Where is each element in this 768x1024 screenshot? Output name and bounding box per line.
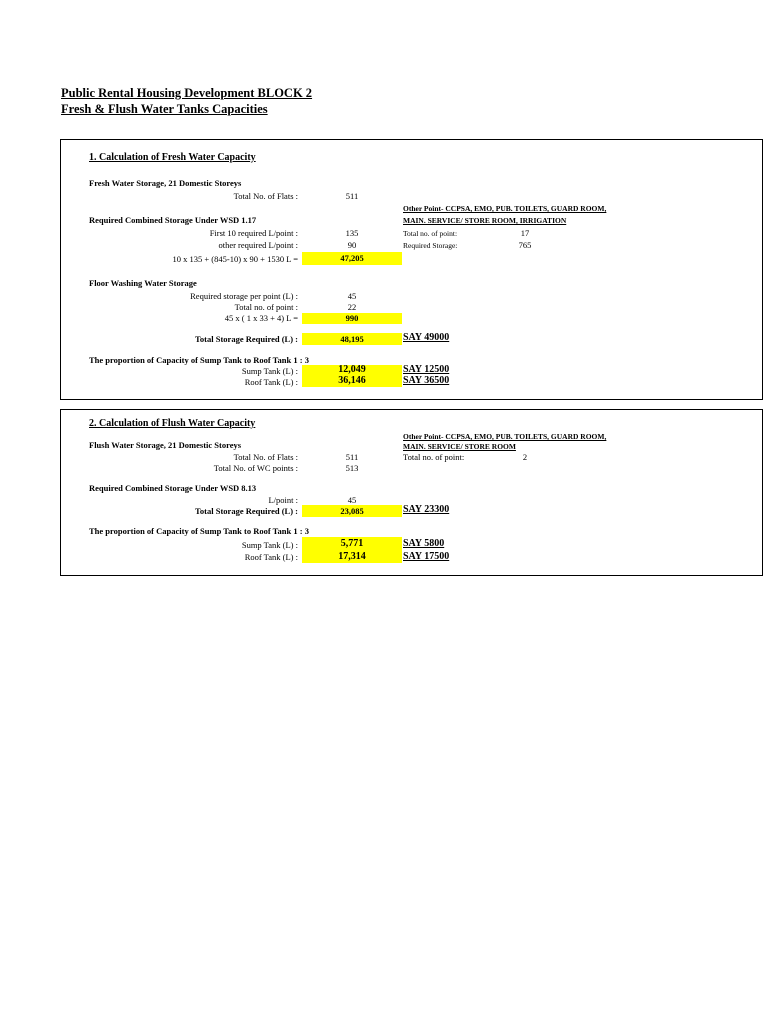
fresh-roof-label: Roof Tank (L) : — [244, 377, 298, 387]
fresh-proportion: The proportion of Capacity of Sump Tank to Roof Tank 1 : 3 — [89, 355, 309, 365]
fresh-sump-label: Sump Tank (L) : — [241, 366, 298, 376]
flush-sump-value: 5,771 — [302, 537, 402, 550]
fresh-sump-value: 12,049 — [302, 365, 402, 377]
fw-formula-value: 990 — [302, 313, 402, 324]
fresh-total-say: SAY 49000 — [403, 332, 450, 343]
fresh-op-total-value: 17 — [520, 228, 530, 238]
flush-lpoint-value: 45 — [347, 495, 357, 505]
fresh-op-total-label: Total no. of point: — [403, 229, 458, 238]
flush-total-label: Total Storage Required (L) : — [195, 506, 298, 516]
floor-washing-heading: Floor Washing Water Storage — [89, 278, 197, 288]
fresh-total-value: 48,195 — [302, 333, 402, 345]
flush-sump-label: Sump Tank (L) : — [241, 540, 298, 550]
fresh-flats-label: Total No. of Flats : — [233, 191, 298, 201]
fresh-first10-label: First 10 required L/point : — [209, 228, 298, 238]
fresh-op-req-label: Required Storage: — [403, 241, 458, 250]
fresh-first10-value: 135 — [345, 228, 359, 238]
flush-roof-label: Roof Tank (L) : — [244, 552, 298, 562]
fresh-op-req-value: 765 — [518, 240, 532, 250]
flush-other-point-line1: Other Point- CCPSA, EMO, PUB. TOILETS, GUARD ROOM, — [403, 432, 607, 441]
flush-roof-value: 17,314 — [302, 550, 402, 563]
flush-proportion: The proportion of Capacity of Sump Tank to Roof Tank 1 : 3 — [89, 526, 309, 536]
flush-other-point-line2: MAIN. SERVICE/ STORE ROOM — [403, 442, 516, 451]
fresh-formula-value: 47,205 — [302, 252, 402, 265]
fw-req-label: Required storage per point (L) : — [190, 291, 298, 301]
flush-section-heading: 2. Calculation of Flush Water Capacity — [89, 418, 256, 429]
flush-op-total-value: 2 — [522, 452, 528, 462]
flush-op-total-label: Total no. of point: — [403, 452, 465, 462]
fresh-roof-value: 36,146 — [302, 375, 402, 387]
fresh-other-point-line2: MAIN. SERVICE/ STORE ROOM, IRRIGATION — [403, 216, 567, 225]
flush-wc-value: 513 — [345, 463, 359, 473]
fresh-section-heading: 1. Calculation of Fresh Water Capacity — [89, 152, 256, 163]
fresh-roof-say: SAY 36500 — [403, 375, 450, 386]
flush-wsd-heading: Required Combined Storage Under WSD 8.13 — [89, 483, 257, 493]
fw-points-value: 22 — [347, 302, 357, 312]
document-subtitle: Fresh & Flush Water Tanks Capacities — [61, 102, 268, 116]
fresh-storage-heading: Fresh Water Storage, 21 Domestic Storeys — [89, 178, 242, 188]
flush-total-value: 23,085 — [302, 505, 402, 517]
fresh-other-point-line1: Other Point- CCPSA, EMO, PUB. TOILETS, GUARD ROOM, — [403, 204, 607, 213]
flush-lpoint-label: L/point : — [268, 495, 298, 505]
flush-wc-label: Total No. of WC points : — [213, 463, 298, 473]
fresh-wsd-heading: Required Combined Storage Under WSD 1.17 — [89, 215, 257, 225]
fresh-total-label: Total Storage Required (L) : — [195, 334, 298, 344]
document-title: Public Rental Housing Development BLOCK 2 — [61, 86, 313, 100]
fresh-other-label: other required L/point : — [218, 240, 298, 250]
fresh-other-value: 90 — [347, 240, 357, 250]
flush-flats-value: 511 — [345, 452, 359, 462]
flush-sump-say: SAY 5800 — [403, 538, 445, 549]
fw-req-value: 45 — [347, 291, 357, 301]
fw-formula-label: 45 x ( 1 x 33 + 4) L = — [224, 313, 298, 323]
fresh-flats-value: 511 — [345, 191, 359, 201]
fresh-formula-label: 10 x 135 + (845-10) x 90 + 1530 L = — [172, 254, 298, 264]
flush-flats-label: Total No. of Flats : — [233, 452, 298, 462]
flush-total-say: SAY 23300 — [403, 504, 450, 515]
flush-storage-heading: Flush Water Storage, 21 Domestic Storeys — [89, 440, 242, 450]
fresh-sump-say: SAY 12500 — [403, 364, 450, 375]
fw-points-label: Total no. of point : — [234, 302, 298, 312]
flush-roof-say: SAY 17500 — [403, 551, 450, 562]
